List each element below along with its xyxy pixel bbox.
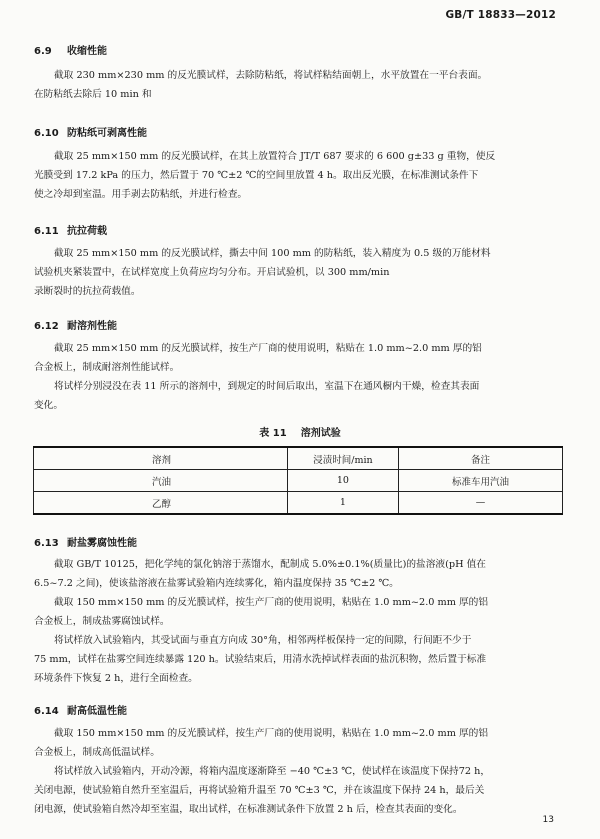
paragraph [34,66,562,104]
section-heading-6-10 [34,124,147,139]
table-cell: 10 [287,470,398,492]
column-header: 备注 [398,447,562,470]
section-title: 耐盐雾腐蚀性能 [67,538,137,549]
text-line: 截取 230 mm×230 mm 的反光膜试样，去除防粘纸，将试样粘结面朝上，水平放置在一平台表面。 [54,70,488,81]
section-heading-6-11 [34,222,107,237]
text-line: 环境条件下恢复 2 h，进行全面检查。 [34,673,198,684]
paragraph [34,244,562,301]
table-cell: — [398,492,562,515]
section-title: 抗拉荷载 [67,226,107,237]
section-number: 6.12 [34,321,59,332]
section-title: 耐溶剂性能 [67,321,117,332]
text-line: 75 mm，试样在盐雾空间连续暴露 120 h。试验结束后，用清水洗掉试样表面的盐沉积物，然后置于标准 [34,654,487,665]
section-title: 防粘纸可剥离性能 [67,128,147,139]
text-line: 在防粘纸去除后 10 min 和 [34,89,152,100]
text-line: 将试样分别浸没在表 11 所示的溶剂中，到规定的时间后取出，室温下在通风橱内干燥，检查其表面 [54,381,480,392]
table-cell: 1 [287,492,398,515]
text-line: 变化。 [34,400,64,411]
text-line: 合金板上，制成高低温试样。 [34,747,160,758]
section-title: 耐高低温性能 [67,706,127,717]
text-line: 合金板上，制成耐溶剂性能试样。 [34,362,180,373]
text-line: 试验机夹紧装置中，在试样宽度上负荷应均匀分布。开启试验机，以 300 mm/min [34,267,390,278]
text-line: 光膜受到 17.2 kPa 的压力，然后置于 70 ℃±2 ℃的空间里放置 4 h。取出反光膜，在标准测试条件下 [34,170,479,181]
text-line: 截取 25 mm×150 mm 的反光膜试样，按生产厂商的使用说明，粘贴在 1.0 mm~2.0 mm 厚的铝 [54,343,482,354]
paragraph [34,724,562,819]
table-header-row [34,447,563,470]
column-header: 浸渍时间/min [287,447,398,470]
section-heading-6-12 [34,317,117,332]
section-number: 6.11 [34,226,59,237]
text-line: 录断裂时的抗拉荷载值。 [34,286,141,297]
table-row [34,492,563,515]
text-line: 截取 150 mm×150 mm 的反光膜试样，按生产厂商的使用说明，粘贴在 1.0 mm~2.0 mm 厚的铝 [54,597,489,608]
table-number: 表 11 [259,428,287,439]
text-line: 闭电源，使试验箱自然冷却至室温，取出试样，在标准测试条件下放置 2 h 后，检查其表面的变化。 [34,804,463,815]
table-cell: 汽油 [34,470,288,492]
paragraph [34,555,562,688]
paragraph [34,147,562,204]
text-line: 截取 25 mm×150 mm 的反光膜试样，撕去中间 100 mm 的防粘纸，装入精度为 0.5 级的万能材料 [54,248,491,259]
text-line: 截取 GB/T 10125，把化学纯的氯化钠溶于蒸馏水，配制成 5.0%±0.1%(质量比)的盐溶液(pH 值在 [54,559,486,570]
section-heading-6-9 [34,42,107,57]
table-row [34,470,563,492]
text-line: 关闭电源，使试验箱自然升至室温后，再将试验箱升温至 70 ℃±3 ℃，并在该温度下保持 24 h，最后关 [34,785,485,796]
table-title: 溶剂试验 [300,428,341,439]
text-line: 使之冷却到室温。用手剥去防粘纸，并进行检查。 [34,189,248,200]
column-header: 溶剂 [34,447,288,470]
section-number: 6.13 [34,538,59,549]
section-heading-6-13 [34,534,137,549]
section-number: 6.9 [34,46,52,57]
section-title: 收缩性能 [67,46,107,57]
table-caption [0,424,600,439]
text-line: 将试样放入试验箱内，开动冷源，将箱内温度逐渐降至 −40 ℃±3 ℃，使试样在该温度下保持72 h， [54,766,491,777]
solvent-test-table [33,446,563,515]
standard-code: GB/T 18833—2012 [445,9,556,21]
text-line: 合金板上，制成盐雾腐蚀试样。 [34,616,170,627]
section-heading-6-14 [34,702,127,717]
text-line: 截取 25 mm×150 mm 的反光膜试样，在其上放置符合 JT/T 687 要求的 6 600 g±33 g 重物，使反 [54,151,496,162]
table-cell: 乙醇 [34,492,288,515]
text-line: 将试样放入试验箱内，其受试面与垂直方向成 30°角，相邻两样板保持一定的间隙，行间距不少于 [54,635,472,646]
section-number: 6.14 [34,706,59,717]
paragraph [34,339,562,415]
table-cell: 标准车用汽油 [398,470,562,492]
page-number: 13 [542,815,554,825]
text-line: 6.5~7.2 之间)，使该盐溶液在盐雾试验箱内连续雾化，箱内温度保持 35 ℃±2 ℃。 [34,578,399,589]
text-line: 截取 150 mm×150 mm 的反光膜试样，按生产厂商的使用说明，粘贴在 1.0 mm~2.0 mm 厚的铝 [54,728,489,739]
section-number: 6.10 [34,128,59,139]
